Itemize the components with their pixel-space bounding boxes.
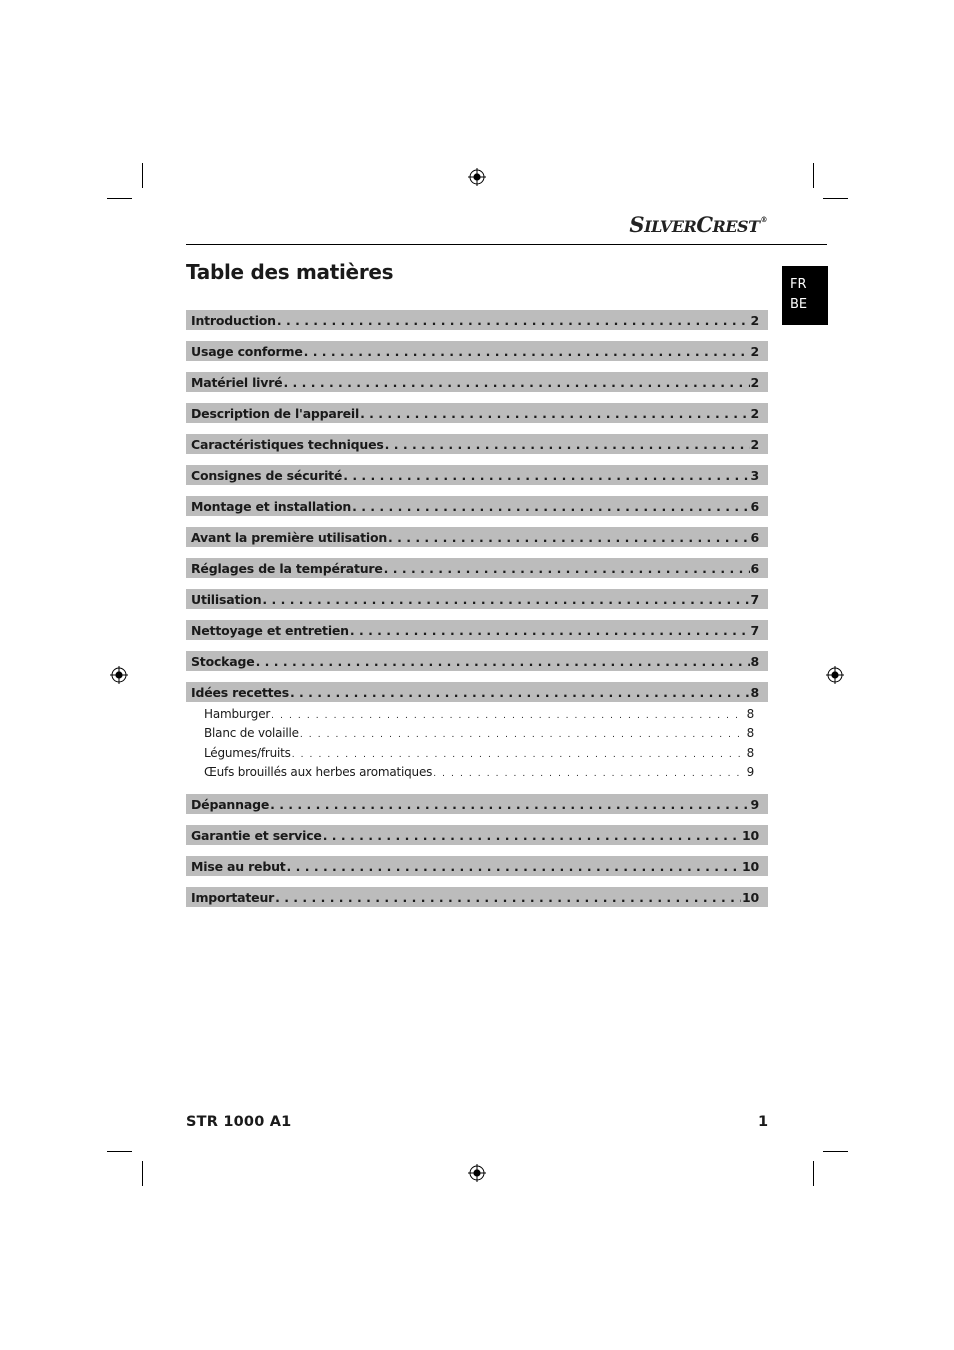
toc-subentry: Blanc de volaille . . . 8: [186, 724, 768, 744]
crop-mark: [107, 198, 132, 199]
crop-mark: [142, 1161, 143, 1186]
model-number: STR 1000 A1: [186, 1114, 292, 1130]
language-tab: [782, 266, 828, 325]
toc-entry: Avant la première utilisation . . . 6: [186, 527, 768, 547]
crop-mark: [142, 163, 143, 188]
brand-logo: SILVERCREST®: [629, 212, 767, 237]
registration-mark-icon: [468, 1164, 486, 1182]
toc-entry: Garantie et service . . . 10: [186, 825, 768, 845]
crop-mark: [813, 1161, 814, 1186]
toc-entry: Dépannage . . . 9: [186, 794, 768, 814]
language-code: BE: [790, 297, 808, 312]
language-code: FR: [790, 277, 807, 292]
toc-entry: Réglages de la température . . . 6: [186, 558, 768, 578]
page-number: 1: [758, 1114, 769, 1130]
toc-entry: Matériel livré . . . 2: [186, 372, 768, 392]
toc-entry: Consignes de sécurité . . . 3: [186, 465, 768, 485]
toc-subentry: Légumes/fruits . . . 8: [186, 743, 768, 763]
page-title: Table des matières: [186, 260, 394, 284]
toc-entry: Utilisation . . . 7: [186, 589, 768, 609]
toc-entry: Usage conforme . . . 2: [186, 341, 768, 361]
toc-entry: Caractéristiques techniques . . . 2: [186, 434, 768, 454]
toc-entry: Mise au rebut . . . 10: [186, 856, 768, 876]
crop-mark: [813, 163, 814, 188]
header-rule: [186, 244, 827, 245]
toc-entry: Importateur . . . 10: [186, 887, 768, 907]
toc-entry: Montage et installation . . . 6: [186, 496, 768, 516]
registration-mark-icon: [110, 666, 128, 684]
toc-subentry: Hamburger . . . 8: [186, 704, 768, 724]
crop-mark: [823, 198, 848, 199]
toc-entry: Idées recettes . . . 8: [186, 682, 768, 702]
crop-mark: [823, 1151, 848, 1152]
toc-entry: Nettoyage et entretien . . . 7: [186, 620, 768, 640]
toc-entry: Introduction . . . 2: [186, 310, 768, 330]
toc-entry: Stockage . . . 8: [186, 651, 768, 671]
toc-subentry: Œufs brouillés aux herbes aromatiques . . . 9: [186, 763, 768, 783]
toc-subentries: [186, 704, 768, 782]
registration-mark-icon: [468, 168, 486, 186]
registration-mark-icon: [826, 666, 844, 684]
table-of-contents: [186, 310, 768, 918]
toc-entry: Description de l'appareil . . . 2: [186, 403, 768, 423]
crop-mark: [107, 1151, 132, 1152]
